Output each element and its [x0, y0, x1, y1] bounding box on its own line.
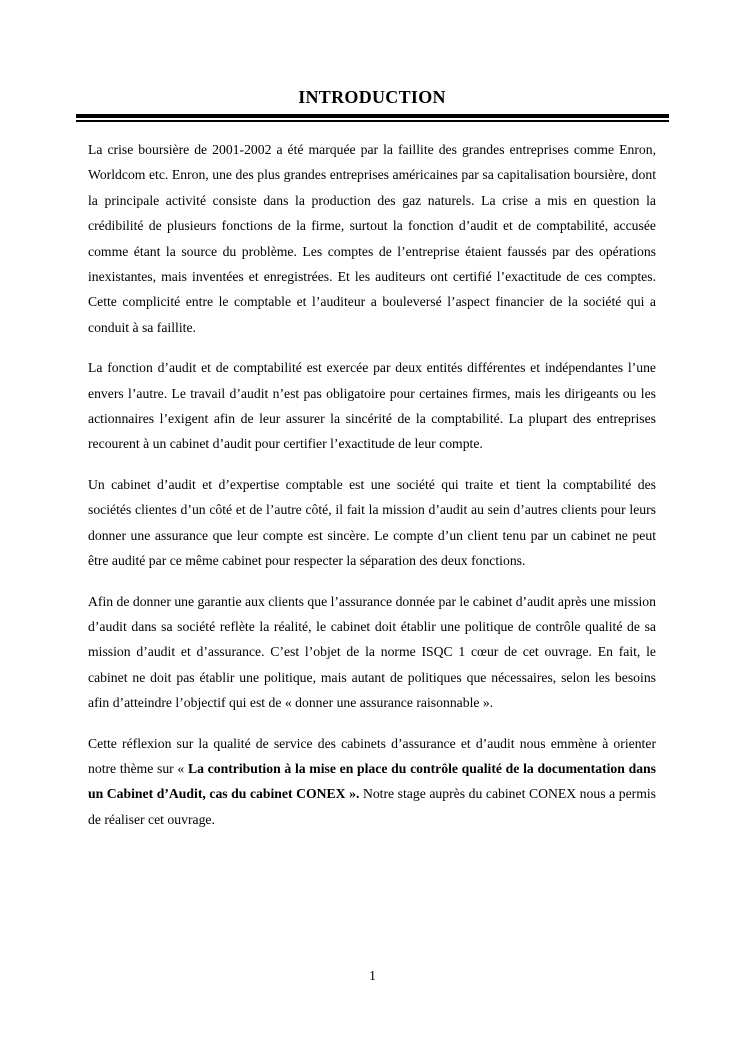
paragraph [88, 589, 656, 716]
paragraph [88, 731, 656, 833]
document-content [88, 0, 656, 832]
paragraph [88, 472, 656, 574]
page-number: 1 [369, 968, 376, 983]
text-segment: La fonction d’audit et de comptabilité est exercée par deux entités différentes et indépendantes l’une envers l’autre. Le travail d’audit n’est pas obligatoire pour certaines firmes, mais les dirigeants ou les actionnaires l’exigent afin de leur assurer la sincérité de la comptabilité. La plupart des entreprises recourent à un cabinet d’audit pour certifier l’exactitude de leur compte. [88, 360, 656, 452]
text-segment: Notre stage auprès du cabinet CONEX nous a permis de réaliser cet ouvrage. [88, 786, 656, 827]
text-segment: La contribution à la mise en place du contrôle qualité de la documentation dans un Cabinet d’Audit, cas du cabinet CONEX ». [88, 760, 656, 802]
text-segment: Afin de donner une garantie aux clients que l’assurance donnée par le cabinet d’audit après une mission d’audit dans sa société reflète la réalité, le cabinet doit établir une politique de contrôle qualité de sa mission d’audit et d’assurance. C’est l’objet de la norme ISQC 1 cœur de cet ouvrage. En fait, le cabinet ne doit pas établir une politique, mais autant de politiques que nécessaires, selon les besoins afin d’atteindre l’objectif qui est de « donner une assurance raisonnable ». [88, 593, 656, 711]
paragraph [88, 355, 656, 457]
page-title-text: INTRODUCTION [298, 87, 446, 107]
page-title [88, 0, 656, 108]
document-body [88, 137, 656, 832]
title-rule-thick-line [76, 114, 669, 118]
paragraph [88, 137, 656, 340]
text-segment: Un cabinet d’audit et d’expertise comptable est une société qui traite et tient la comptabilité des sociétés clientes d’un côté et de l’autre côté, il fait la mission d’audit au sein d’autres clients pour leurs donner une assurance que leur compte est sincère. Le compte d’un client tenu par un cabinet ne peut être audité par ce même cabinet pour respecter la séparation des deux fonctions. [88, 476, 656, 569]
title-underline-rule [76, 114, 669, 122]
text-segment: La crise boursière de 2001-2002 a été marquée par la faillite des grandes entreprises comme Enron, Worldcom etc. Enron, une des plus grandes entreprises américaines par sa capitalisation boursière, dont la principale activité consiste dans la production des gaz naturels. La crise a mis en question la crédibilité de plusieurs fonctions de la firme, surtout la fonction d’audit et de comptabilité, accusée comme étant la source du problème. Les comptes de l’entreprise étaient faussés par des opérations inexistantes, mais inventées et enregistrées. Et les auditeurs ont certifié l’exactitude de ces comptes. Cette complicité entre le comptable et l’auditeur a bouleversé l’aspect financier de la société qui a conduit à sa faillite. [88, 142, 656, 335]
text-segment: Cette réflexion sur la qualité de service des cabinets d’assurance et d’audit nous emmène à orienter notre thème sur « [88, 735, 656, 776]
title-rule-thin-line [76, 120, 669, 122]
